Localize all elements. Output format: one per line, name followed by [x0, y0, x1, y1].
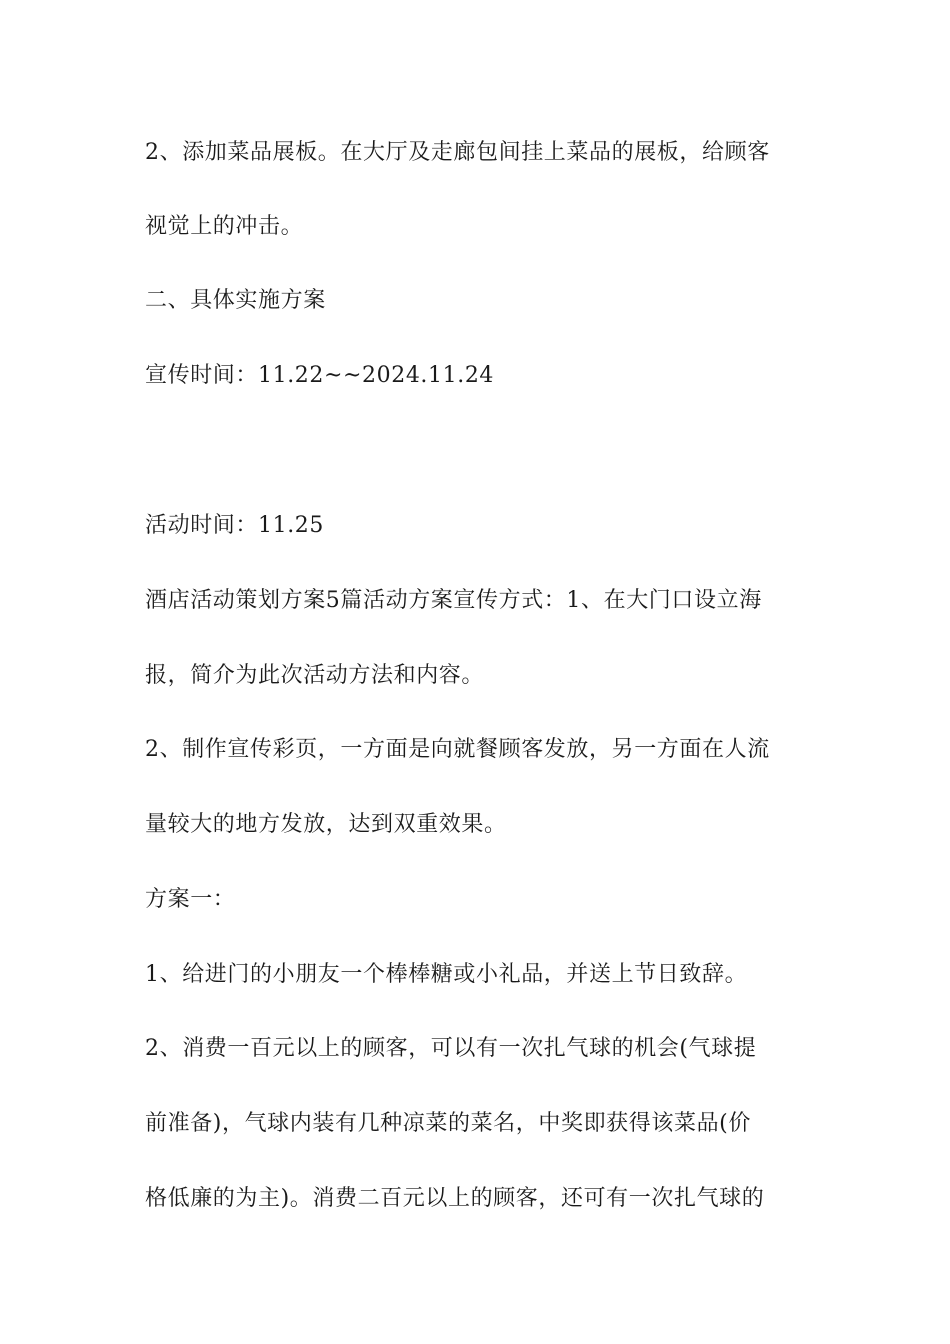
paragraph-line: 报，简介为此次活动方法和内容。 [145, 663, 485, 688]
paragraph-line: 2、制作宣传彩页，一方面是向就餐顾客发放，另一方面在人流 [145, 737, 770, 762]
paragraph-line: 前准备)，气球内装有几种凉菜的菜名，中奖即获得该菜品(价 [145, 1111, 751, 1136]
paragraph-line: 量较大的地方发放，达到双重效果。 [145, 812, 507, 837]
event-date-line: 活动时间：11.25 [145, 513, 324, 538]
paragraph-line: 酒店活动策划方案5篇活动方案宣传方式：1、在大门口设立海 [145, 588, 762, 613]
promotion-period-line: 宣传时间：11.22~~2024.11.24 [145, 363, 495, 388]
paragraph-line: 2、消费一百元以上的顾客，可以有一次扎气球的机会(气球提 [145, 1036, 757, 1061]
paragraph-line: 2、添加菜品展板。在大厅及走廊包间挂上菜品的展板，给顾客 [145, 140, 770, 165]
paragraph-line: 1、给进门的小朋友一个棒棒糖或小礼品，并送上节日致辞。 [145, 962, 748, 987]
section-heading: 二、具体实施方案 [145, 288, 326, 313]
paragraph-line: 视觉上的冲击。 [145, 214, 304, 239]
plan-heading: 方案一： [145, 887, 236, 912]
paragraph-line: 格低廉的为主)。消费二百元以上的顾客，还可有一次扎气球的 [145, 1186, 765, 1211]
